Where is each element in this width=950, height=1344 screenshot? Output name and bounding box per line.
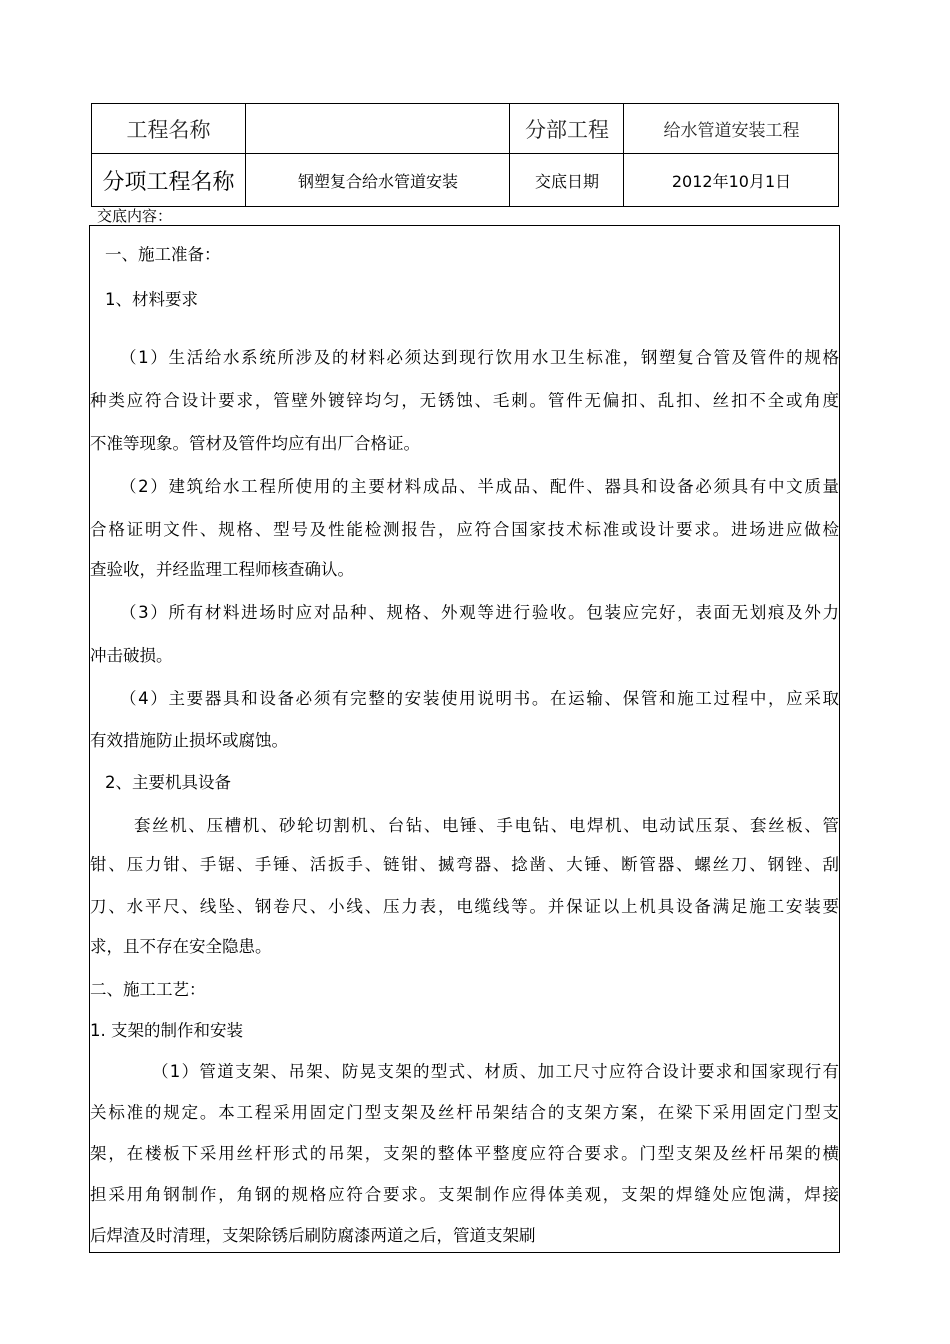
date-label: 交底日期 [534,172,599,191]
subitem-value: 钢塑复合给水管道安装 [297,172,458,191]
paragraph-line: 架，在楼板下采用丝杆形式的吊架，支架的整体平整度应符合要求。门型支架及丝杆吊架的横 [90,1144,839,1163]
division-label: 分部工程 [525,117,609,142]
project-name-label-cell [92,104,245,153]
paragraph-line: （1）生活给水系统所涉及的材料必须达到现行饮用水卫生标准，钢塑复合管及管件的规格 [120,348,839,367]
project-name-value-cell [245,104,510,153]
subheading-materials: 1、材料要求 [105,290,198,309]
paragraph-line: 冲击破损。 [90,646,173,665]
paragraph-line: （1）管道支架、吊架、防晃支架的型式、材质、加工尺寸应符合设计要求和国家现行有 [152,1062,839,1081]
content-label: 交底内容： [97,207,173,225]
paragraph-line: 套丝机、压槽机、砂轮切割机、台钻、电锤、手电钻、电焊机、电动试压泵、套丝板、管 [134,816,839,835]
header-row-2 [92,153,838,207]
paragraph-line: 求，且不存在安全隐患。 [90,937,272,956]
section-heading-1: 一、施工准备： [105,245,221,264]
subheading-supports: 1. 支架的制作和安装 [90,1021,243,1040]
subheading-equipment: 2、主要机具设备 [105,773,231,792]
paragraph-line: 钳、压力钳、手锯、手锤、活扳手、链钳、揻弯器、捻凿、大锤、断管器、螺丝刀、钢锉、刮 [90,855,839,874]
paragraph-line: 种类应符合设计要求，管壁外镀锌均匀，无锈蚀、毛刺。管件无偏扣、乱扣、丝扣不全或角度 [90,391,839,410]
header-table [91,103,839,207]
paragraph-line: 有效措施防止损坏或腐蚀。 [90,731,288,750]
paragraph-line: 后焊渣及时清理，支架除锈后刷防腐漆两道之后，管道支架刷 [90,1226,536,1245]
subitem-label: 分项工程名称 [102,170,235,195]
date-label-cell [509,154,624,207]
division-value: 给水管道安装工程 [663,121,800,141]
date-value: 2012年10月1日 [671,172,792,191]
subitem-label-cell [92,154,245,207]
division-value-cell [623,104,839,153]
paragraph-line: （4）主要器具和设备必须有完整的安装使用说明书。在运输、保管和施工过程中，应采取 [120,689,839,708]
project-name-label: 工程名称 [126,117,211,142]
subitem-value-cell [245,154,510,207]
paragraph-line: （3）所有材料进场时应对品种、规格、外观等进行验收。包装应完好，表面无划痕及外力 [120,603,839,622]
division-label-cell [509,104,624,153]
paragraph-line: （2）建筑给水工程所使用的主要材料成品、半成品、配件、器具和设备必须具有中文质量 [120,477,839,496]
header-row-1 [92,104,838,153]
section-heading-2: 二、施工工艺： [90,980,206,999]
date-value-cell [623,154,839,207]
paragraph-line: 关标准的规定。本工程采用固定门型支架及丝杆吊架结合的支架方案，在梁下采用固定门型支 [90,1103,839,1122]
paragraph-line: 担采用角钢制作，角钢的规格应符合要求。支架制作应得体美观，支架的焊缝处应饱满，焊接 [90,1185,839,1204]
paragraph-line: 合格证明文件、规格、型号及性能检测报告，应符合国家技术标准或设计要求。进场进应做检 [90,520,839,539]
paragraph-line: 刀、水平尺、线坠、钢卷尺、小线、压力表，电缆线等。并保证以上机具设备满足施工安装要 [90,897,839,916]
content-body [89,225,840,1253]
paragraph-line: 不准等现象。管材及管件均应有出厂合格证。 [90,434,420,453]
paragraph-line: 查验收，并经监理工程师核查确认。 [90,560,354,579]
